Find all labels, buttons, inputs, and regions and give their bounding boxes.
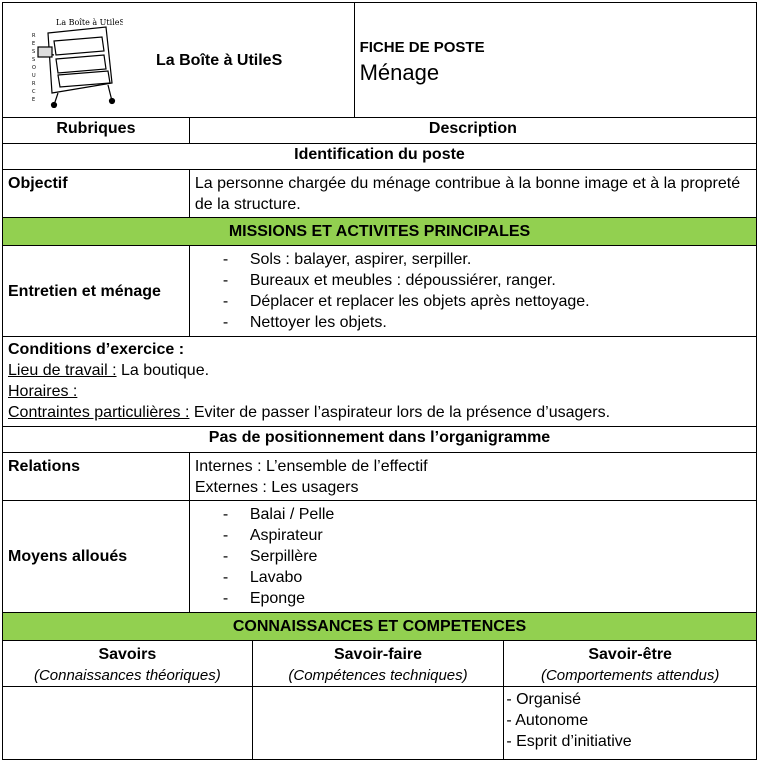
header-left (3, 3, 355, 118)
job-sheet-table (2, 2, 757, 760)
savoirs-header (3, 641, 253, 687)
relations-label: Relations (3, 453, 190, 501)
savoiretre-cell (504, 687, 757, 760)
moyens-label: Moyens alloués (3, 501, 190, 613)
relations-value (189, 453, 756, 501)
horaires-label: Horaires : (8, 383, 78, 400)
entretien-label: Entretien et ménage (3, 246, 190, 337)
objectif-label: Objectif (3, 170, 190, 218)
savoirfaire-title: Savoir-faire (333, 646, 423, 663)
svg-text:E: E (32, 96, 36, 103)
section-missions: MISSIONS ET ACTIVITES PRINCIPALES (3, 218, 757, 246)
relations-externes: Externes : Les usagers (194, 479, 359, 496)
savoirs-cell (3, 687, 253, 760)
savoiretre-title: Savoir-être (588, 646, 672, 663)
section-organigramme: Pas de positionnement dans l’organigramme (3, 427, 757, 453)
list-item: - Organisé (506, 691, 582, 708)
savoirfaire-subtitle: (Compétences techniques) (288, 667, 468, 684)
contraintes-value: Eviter de passer l’aspirateur lors de la présence d’usagers. (189, 404, 611, 421)
job-title: Ménage (359, 60, 440, 85)
furniture-logo-icon (28, 13, 123, 108)
savoiretre-subtitle: (Comportements attendus) (540, 667, 720, 684)
list-item: - Nettoyer les objets. (195, 312, 751, 333)
svg-text:E: E (32, 40, 36, 47)
savoirs-subtitle: (Connaissances théoriques) (33, 667, 221, 684)
list-item: - Serpillère (195, 546, 751, 567)
header-right (354, 3, 756, 118)
savoiretre-header (504, 641, 757, 687)
org-name: La Boîte à UtileS (156, 51, 283, 69)
logo (28, 13, 123, 108)
svg-text:C: C (32, 88, 36, 95)
list-item: - Autonome (506, 712, 589, 729)
list-item: - Sols : balayer, aspirer, serpiller. (195, 249, 751, 270)
contraintes-label: Contraintes particulières : (8, 404, 190, 421)
list-item: - Lavabo (195, 567, 751, 588)
svg-text:S: S (32, 56, 36, 63)
svg-text:La Boîte à UtileS: La Boîte à UtileS (56, 17, 123, 27)
lieu-label: Lieu de travail : (8, 362, 117, 379)
conditions-title: Conditions d’exercice : (8, 341, 185, 358)
conditions-block (3, 337, 757, 427)
svg-text:S: S (32, 48, 36, 55)
list-item: - Balai / Pelle (195, 504, 751, 525)
savoirfaire-header (252, 641, 504, 687)
section-competences: CONNAISSANCES ET COMPETENCES (3, 613, 757, 641)
svg-text:U: U (32, 72, 36, 79)
savoirs-title: Savoirs (98, 646, 157, 663)
list-item: - Déplacer et replacer les objets après nettoyage. (195, 291, 751, 312)
relations-internes: Internes : L’ensemble de l’effectif (194, 458, 428, 475)
list-item: - Esprit d’initiative (506, 733, 632, 750)
svg-text:R: R (32, 32, 36, 39)
col-rubriques: Rubriques (3, 118, 190, 144)
lieu-value: La boutique. (116, 362, 210, 379)
doc-type: FICHE DE POSTE (359, 39, 485, 56)
col-description: Description (189, 118, 756, 144)
section-identification: Identification du poste (3, 144, 757, 170)
savoirfaire-cell (252, 687, 504, 760)
svg-text:O: O (32, 64, 36, 71)
svg-text:R: R (32, 80, 36, 87)
header-row (3, 3, 757, 118)
objectif-text: La personne chargée du ménage contribue à la bonne image et à la propreté de la structure. (189, 170, 756, 218)
moyens-list (189, 501, 756, 613)
list-item: - Bureaux et meubles : dépoussiérer, ranger. (195, 270, 751, 291)
list-item: - Aspirateur (195, 525, 751, 546)
entretien-list (189, 246, 756, 337)
list-item: - Eponge (195, 588, 751, 609)
